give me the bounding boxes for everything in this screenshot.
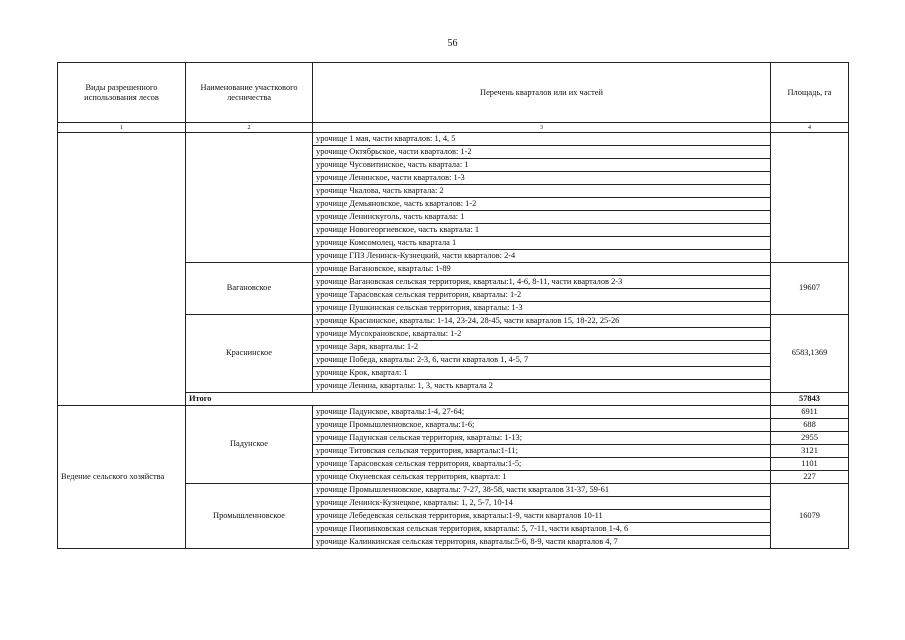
quarter-row: урочище Победа, кварталы: 2-3, 6, части кварталов 1, 4-5, 7	[313, 354, 771, 367]
area-value: 1101	[771, 458, 849, 471]
header-num-3: 3	[313, 123, 771, 133]
header-num-1: 1	[58, 123, 186, 133]
quarter-row: урочище Тарасовская сельская территория, кварталы: 1-2	[313, 289, 771, 302]
area-promyshlennovskoe: 16079	[771, 484, 849, 549]
page-number: 56	[447, 38, 458, 49]
header-quarters: Перечень кварталов или их частей	[313, 63, 771, 123]
use-type-agriculture: Ведение сельского хозяйства	[58, 406, 186, 549]
area-value: 3121	[771, 445, 849, 458]
quarter-row: урочище Краснинское, кварталы: 1-14, 23-24, 28-45, части кварталов 15, 18-22, 25-26	[313, 315, 771, 328]
quarter-row: урочище Титовская сельская территория, кварталы:1-11;	[313, 445, 771, 458]
header-area: Площадь, га	[771, 63, 849, 123]
quarter-row: урочище Калинкинская сельская территория, кварталы:5-6, 8-9, части кварталов 4, 7	[313, 536, 771, 549]
quarter-row: урочище Ленина, кварталы: 1, 3, часть квартала 2	[313, 380, 771, 393]
area-value: 688	[771, 419, 849, 432]
quarter-row: урочище Заря, кварталы: 1-2	[313, 341, 771, 354]
quarter-row: урочище Комсомолец, часть квартала 1	[313, 237, 771, 250]
area-value: 6911	[771, 406, 849, 419]
header-num-4: 4	[771, 123, 849, 133]
quarter-row: урочище Пиопинковская сельская территория, кварталы: 5, 7-11, части кварталов 1-4, 6	[313, 523, 771, 536]
forestry-cell-continued	[186, 133, 313, 263]
quarter-row: урочище Ленинскуголь, часть квартала: 1	[313, 211, 771, 224]
quarter-row: урочище 1 мая, части кварталов: 1, 4, 5	[313, 133, 771, 146]
forestry-padunskoe: Падунское	[186, 406, 313, 484]
quarter-row: урочище Ленинск-Кузнецкое, кварталы: 1, 2, 5-7, 10-14	[313, 497, 771, 510]
quarter-row: урочище Октябрьское, части кварталов: 1-2	[313, 146, 771, 159]
quarter-row: урочище Чкалова, часть квартала: 2	[313, 185, 771, 198]
area-value: 227	[771, 471, 849, 484]
use-type-cell-continued	[58, 133, 186, 406]
quarter-row: урочище Новогеоргиевское, часть квартала: 1	[313, 224, 771, 237]
quarter-row: урочище Тарасовская сельская территория, кварталы:1-5;	[313, 458, 771, 471]
quarter-row: урочище Крок, квартал: 1	[313, 367, 771, 380]
header-num-2: 2	[186, 123, 313, 133]
area-cell-continued	[771, 133, 849, 263]
area-value: 2955	[771, 432, 849, 445]
header-forestry: Наименование участкового лесничества	[186, 63, 313, 123]
forestry-promyshlennovskoe: Промышленновское	[186, 484, 313, 549]
quarter-row: урочище Промышленновское, кварталы:1-6;	[313, 419, 771, 432]
total-value: 57843	[771, 393, 849, 406]
quarter-row: урочище ГПЗ Ленинск-Кузнецкий, части кварталов: 2-4	[313, 250, 771, 263]
quarter-row: урочище Падунское, кварталы:1-4, 27-64;	[313, 406, 771, 419]
quarter-row: урочище Лебедевская сельская территория, кварталы:1-9, части кварталов 10-11	[313, 510, 771, 523]
quarter-row: урочище Падунская сельская территория, кварталы: 1-13;	[313, 432, 771, 445]
forestry-krasninskoe: Краснинское	[186, 315, 313, 393]
quarter-row: урочище Окуневская сельская территория, квартал: 1	[313, 471, 771, 484]
quarter-row: урочище Демьяновское, часть кварталов: 1-2	[313, 198, 771, 211]
area-krasninskoe: 6583,1369	[771, 315, 849, 393]
quarter-row: урочище Вагановская сельская территория, кварталы:1, 4-6, 8-11, части кварталов 2-3	[313, 276, 771, 289]
quarter-row: урочище Чусовитинское, часть квартала: 1	[313, 159, 771, 172]
quarter-row: урочище Пушкинская сельская территория, кварталы: 1-3	[313, 302, 771, 315]
total-label: Итого	[186, 393, 771, 406]
area-vaganovskoe: 19607	[771, 263, 849, 315]
quarter-row: урочище Вагановское, кварталы: 1-89	[313, 263, 771, 276]
quarter-row: урочище Ленинское, части кварталов: 1-3	[313, 172, 771, 185]
header-use-type: Виды разрешенного использования лесов	[58, 63, 186, 123]
forestry-vaganovskoe: Вагановское	[186, 263, 313, 315]
quarter-row: урочище Промышленновское, кварталы: 7-27, 38-58, части кварталов 31-37, 59-61	[313, 484, 771, 497]
forest-use-table	[57, 62, 849, 549]
quarter-row: урочище Мусохрановское, кварталы: 1-2	[313, 328, 771, 341]
